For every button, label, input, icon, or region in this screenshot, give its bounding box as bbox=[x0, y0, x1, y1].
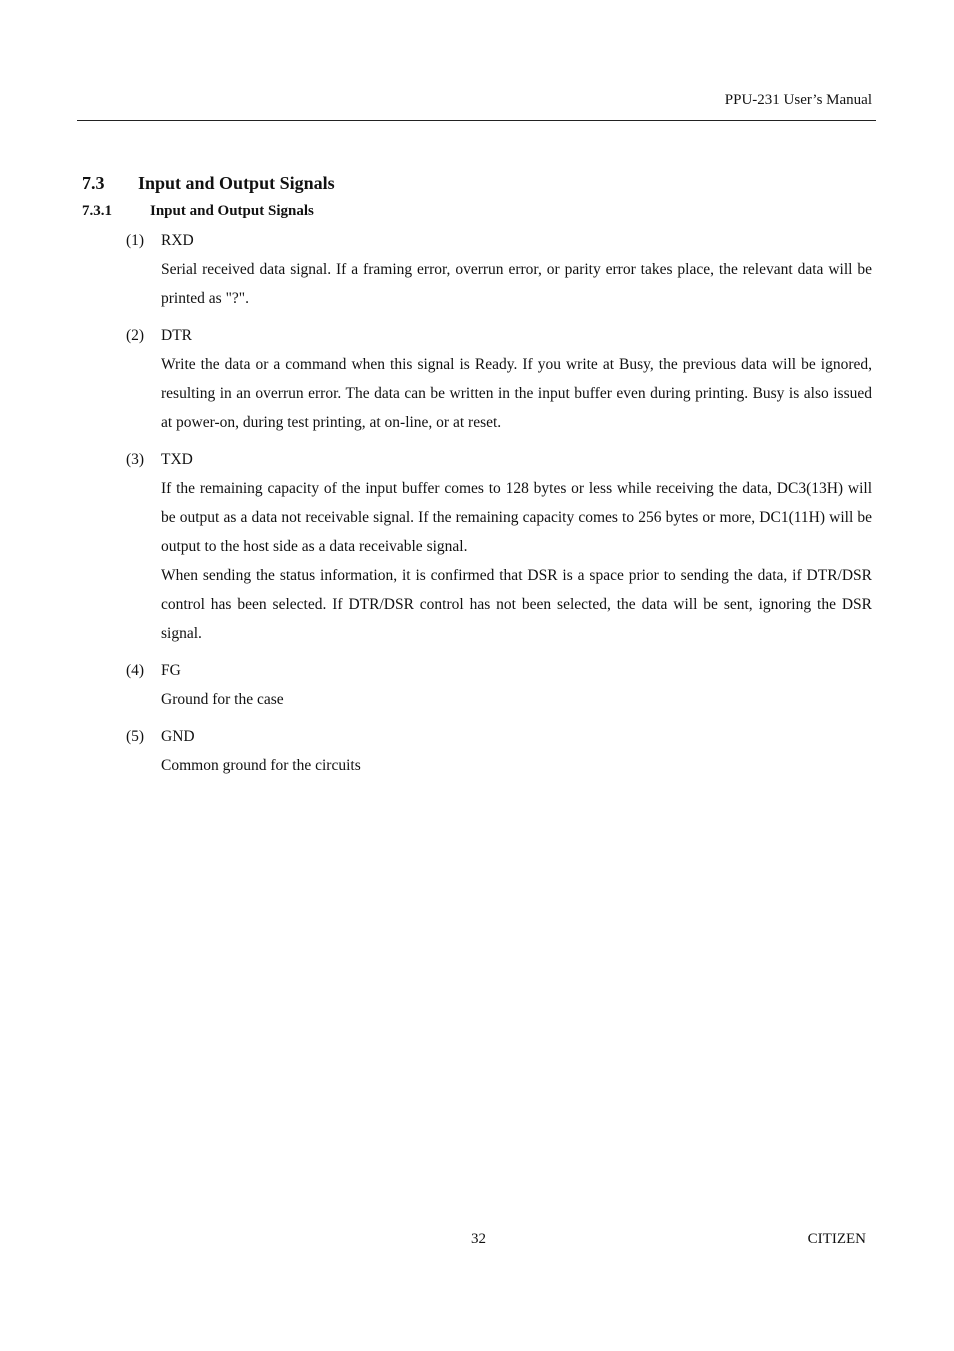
footer-brand: CITIZEN bbox=[807, 1231, 866, 1247]
item-name: RXD bbox=[161, 232, 194, 249]
paragraph: Write the data or a command when this signal is Ready. If you write at Busy, the previous data will be ignored, resulting in an overrun error. The data can be written in the input buffer even during printing. Busy is also issued at power-on, during test printing, at on-line, or at reset. bbox=[161, 356, 872, 431]
item-index: (4) bbox=[126, 662, 145, 679]
item-heading bbox=[126, 321, 872, 350]
signal-list bbox=[126, 226, 872, 788]
paragraph: If the remaining capacity of the input buffer comes to 128 bytes or less while receiving the data, DC3(13H) will be output as a data not receivable signal. If the remaining capacity comes to 256 bytes or more, DC1(11H) will be output to the host side as a data receivable signal. bbox=[161, 480, 872, 555]
paragraph: Ground for the case bbox=[161, 691, 284, 708]
item-name: FG bbox=[161, 662, 181, 679]
item-description bbox=[161, 474, 872, 648]
item-heading bbox=[126, 656, 872, 685]
section-title: Input and Output Signals bbox=[138, 173, 335, 193]
list-item-dtr bbox=[126, 321, 872, 437]
item-index: (1) bbox=[126, 232, 145, 249]
section-heading bbox=[82, 172, 335, 194]
item-index: (5) bbox=[126, 728, 145, 745]
list-item-rxd bbox=[126, 226, 872, 313]
subsection-heading bbox=[82, 202, 314, 221]
item-description bbox=[161, 751, 872, 780]
item-name: TXD bbox=[161, 451, 193, 468]
section-number: 7.3 bbox=[82, 173, 105, 193]
item-index: (2) bbox=[126, 327, 145, 344]
paragraph: Common ground for the circuits bbox=[161, 757, 361, 774]
running-header: PPU-231 User’s Manual bbox=[724, 92, 872, 108]
item-heading bbox=[126, 445, 872, 474]
item-index: (3) bbox=[126, 451, 145, 468]
list-item-fg bbox=[126, 656, 872, 714]
item-description bbox=[161, 685, 872, 714]
page-number: 32 bbox=[471, 1231, 486, 1247]
subsection-number: 7.3.1 bbox=[82, 203, 112, 219]
item-heading bbox=[126, 226, 872, 255]
list-item-txd bbox=[126, 445, 872, 648]
subsection-title: Input and Output Signals bbox=[150, 203, 314, 219]
paragraph: When sending the status information, it is confirmed that DSR is a space prior to sending the data, if DTR/DSR control has been selected. If DTR/DSR control has not been selected, the data will be sent, ignoring the DSR signal. bbox=[161, 567, 872, 642]
item-name: DTR bbox=[161, 327, 192, 344]
list-item-gnd bbox=[126, 722, 872, 780]
item-description bbox=[161, 255, 872, 313]
item-name: GND bbox=[161, 728, 195, 745]
paragraph: Serial received data signal. If a framing error, overrun error, or parity error takes place, the relevant data will be printed as "?". bbox=[161, 261, 872, 307]
item-heading bbox=[126, 722, 872, 751]
header-divider bbox=[77, 120, 876, 121]
item-description bbox=[161, 350, 872, 437]
